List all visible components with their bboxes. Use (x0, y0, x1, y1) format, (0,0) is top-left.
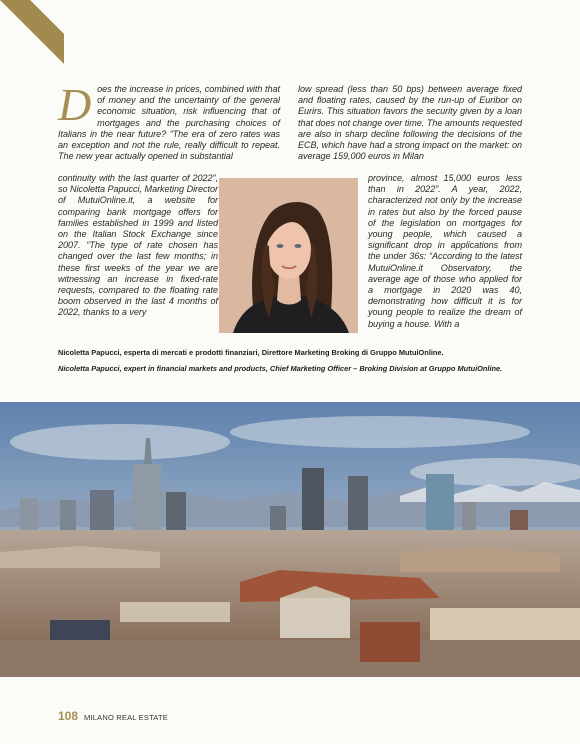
drop-cap: D (58, 79, 92, 130)
milan-skyline-photo (0, 402, 580, 677)
magazine-title: MILANO REAL ESTATE (84, 713, 168, 722)
caption-italian: Nicoletta Papucci, esperta di mercati e prodotti finanziari, Direttore Marketing Broking di Gruppo MutuiOnline. (58, 348, 444, 357)
portrait-photo (219, 178, 358, 333)
article-column-right-top: low spread (less than 50 bps) between average fixed and floating rates, caused by the run-up of Euribor on Eurirs. This situation favors the security given by a loan that does not change over time. The amounts requested are also in sharp decline following the decisions of the ECB, which have had a strong impact on the market: on average 159,000 euros in Milan (298, 84, 522, 162)
article-paragraph-intro (58, 79, 280, 162)
caption-english: Nicoletta Papucci, expert in financial markets and products, Chief Marketing Officer – Broking Division at Gruppo MutuiOnline. (58, 364, 503, 373)
article-column-right: province, almost 15,000 euros less than in 2022”. A year, 2022, characterized not only by the increase in rates but also by the forced pause of the legislation on mortgages for young people, which caused a significant drop in applications from the under 36s: “According to the latest MutuiOnline.it Observatory, the average age of those who applied for a mortgage in 2020 was 40, demonstrating how difficult it is for young people to realize the dream of buying a house. With a (368, 173, 522, 329)
article-column-left: continuity with the last quarter of 2022”, so Nicoletta Papucci, Marketing Director of MutuiOnline.it, a website for comparing bank mortgage offers for families established in 1999 and listed on the Italian Stock Exchange since 2007. “The type of rate chosen has changed over the last few months; in these first weeks of the year we are witnessing an increase in fixed-rate requests, compared to the floating rate boom observed in the last 4 months of 2022, thanks to a very (58, 173, 218, 318)
page-footer (58, 709, 168, 723)
corner-decoration (0, 0, 64, 64)
page-number: 108 (58, 709, 79, 723)
intro-text: oes the increase in prices, combined with that of money and the uncertainty of the general economic situation, risk influencing that of mortgages and the purchasing choices of Italians in the near future? “The era of zero rates was an exception and not the rule, really difficult to repeat. The new year actually opened in substantial (58, 84, 280, 162)
